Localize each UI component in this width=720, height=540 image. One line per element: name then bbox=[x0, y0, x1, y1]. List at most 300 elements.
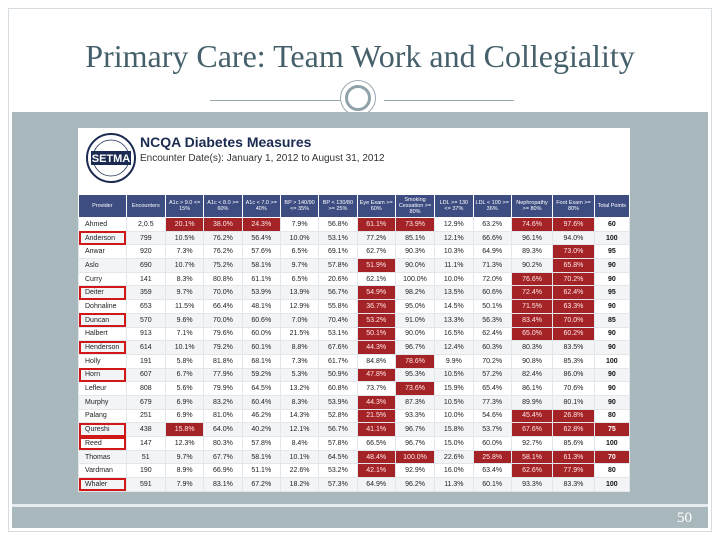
table-cell: 61.3% bbox=[553, 450, 594, 464]
provider-name: Curry bbox=[79, 272, 127, 286]
table-cell: 76.2% bbox=[204, 231, 242, 245]
table-cell: 10.1% bbox=[280, 450, 318, 464]
table-row bbox=[79, 478, 630, 492]
table-cell: 591 bbox=[126, 478, 165, 492]
table-cell: 190 bbox=[126, 464, 165, 478]
table-cell: 15.8% bbox=[435, 423, 473, 437]
table-cell: 60.1% bbox=[242, 341, 280, 355]
table-cell: 53.2% bbox=[319, 464, 357, 478]
table-row bbox=[79, 245, 630, 259]
provider-name: Palang bbox=[79, 409, 127, 423]
column-header: Encounters bbox=[126, 195, 165, 218]
table-cell: 60.4% bbox=[242, 395, 280, 409]
table-cell: 26.8% bbox=[553, 409, 594, 423]
table-cell: 77.9% bbox=[204, 368, 242, 382]
table-cell: 62.6% bbox=[511, 464, 552, 478]
table-cell: 57.6% bbox=[242, 245, 280, 259]
table-row bbox=[79, 382, 630, 396]
total-points-cell: 100 bbox=[594, 437, 629, 451]
table-cell: 18.2% bbox=[280, 478, 318, 492]
table-cell: 50.9% bbox=[319, 368, 357, 382]
footer-band bbox=[12, 504, 708, 528]
table-row bbox=[79, 395, 630, 409]
table-cell: 10.5% bbox=[165, 231, 203, 245]
ncqa-measures-table bbox=[78, 194, 630, 492]
table-cell: 62.4% bbox=[473, 327, 511, 341]
table-cell: 58.1% bbox=[242, 450, 280, 464]
column-header: A1c > 9.0 <= 15% bbox=[165, 195, 203, 218]
provider-name: Anwar bbox=[79, 245, 127, 259]
setma-logo bbox=[82, 132, 140, 184]
table-cell: 89.9% bbox=[511, 395, 552, 409]
table-cell: 7.1% bbox=[165, 327, 203, 341]
table-cell: 53.9% bbox=[319, 395, 357, 409]
table-cell: 12.4% bbox=[435, 341, 473, 355]
table-cell: 56.8% bbox=[319, 218, 357, 232]
table-cell: 96.2% bbox=[395, 478, 434, 492]
table-cell: 92.9% bbox=[395, 464, 434, 478]
column-header: Nephropathy >= 80% bbox=[511, 195, 552, 218]
table-cell: 10.5% bbox=[435, 395, 473, 409]
table-cell: 7.3% bbox=[280, 354, 318, 368]
table-cell: 36.7% bbox=[357, 300, 395, 314]
table-cell: 70.2% bbox=[553, 272, 594, 286]
table-cell: 100.0% bbox=[395, 450, 434, 464]
table-cell: 141 bbox=[126, 272, 165, 286]
total-points-cell: 90 bbox=[594, 300, 629, 314]
provider-name: Anderson bbox=[79, 231, 127, 245]
table-cell: 96.1% bbox=[511, 231, 552, 245]
table-cell: 70.2% bbox=[473, 354, 511, 368]
table-cell: 54.6% bbox=[473, 409, 511, 423]
table-cell: 93.3% bbox=[395, 409, 434, 423]
table-cell: 57.8% bbox=[319, 437, 357, 451]
table-cell: 44.3% bbox=[357, 341, 395, 355]
table-cell: 97.6% bbox=[553, 218, 594, 232]
table-cell: 67.2% bbox=[242, 478, 280, 492]
table-cell: 57.2% bbox=[473, 368, 511, 382]
table-cell: 59.2% bbox=[242, 368, 280, 382]
table-cell: 251 bbox=[126, 409, 165, 423]
table-cell: 83.3% bbox=[553, 478, 594, 492]
table-cell: 67.6% bbox=[319, 341, 357, 355]
table-cell: 57.3% bbox=[319, 478, 357, 492]
table-cell: 8.3% bbox=[280, 395, 318, 409]
table-cell: 5.8% bbox=[165, 354, 203, 368]
table-cell: 56.7% bbox=[319, 286, 357, 300]
total-points-cell: 70 bbox=[594, 450, 629, 464]
table-cell: 14.5% bbox=[435, 300, 473, 314]
table-cell: 22.6% bbox=[435, 450, 473, 464]
table-cell: 16.0% bbox=[435, 464, 473, 478]
table-cell: 83.5% bbox=[553, 341, 594, 355]
table-cell: 89.3% bbox=[511, 245, 552, 259]
table-cell: 53.1% bbox=[319, 327, 357, 341]
table-cell: 60.1% bbox=[473, 478, 511, 492]
table-cell: 10.7% bbox=[165, 259, 203, 273]
table-cell: 87.3% bbox=[395, 395, 434, 409]
table-row bbox=[79, 341, 630, 355]
table-cell: 44.3% bbox=[357, 395, 395, 409]
table-cell: 21.5% bbox=[280, 327, 318, 341]
table-cell: 11.1% bbox=[435, 259, 473, 273]
table-cell: 53.9% bbox=[242, 286, 280, 300]
table-cell: 16.5% bbox=[435, 327, 473, 341]
table-cell: 9.9% bbox=[435, 354, 473, 368]
table-cell: 2,0.5 bbox=[126, 218, 165, 232]
table-cell: 62.8% bbox=[553, 423, 594, 437]
table-cell: 69.1% bbox=[319, 245, 357, 259]
table-row bbox=[79, 437, 630, 451]
table-cell: 7.3% bbox=[165, 245, 203, 259]
table-cell: 63.3% bbox=[553, 300, 594, 314]
column-header: Eye Exam >= 60% bbox=[357, 195, 395, 218]
total-points-cell: 95 bbox=[594, 245, 629, 259]
table-cell: 9.7% bbox=[165, 286, 203, 300]
provider-name: Deiter bbox=[79, 286, 127, 300]
table-cell: 62.4% bbox=[553, 286, 594, 300]
table-cell: 86.1% bbox=[511, 382, 552, 396]
table-cell: 72.4% bbox=[511, 286, 552, 300]
provider-name: Holly bbox=[79, 354, 127, 368]
table-cell: 66.6% bbox=[473, 231, 511, 245]
table-cell: 72.0% bbox=[473, 272, 511, 286]
column-header: Total Points bbox=[594, 195, 629, 218]
table-cell: 21.5% bbox=[357, 409, 395, 423]
provider-name: Duncan bbox=[79, 313, 127, 327]
total-points-cell: 90 bbox=[594, 341, 629, 355]
column-header: LDL < 100 >= 36% bbox=[473, 195, 511, 218]
table-cell: 64.9% bbox=[473, 245, 511, 259]
table-cell: 20.6% bbox=[319, 272, 357, 286]
table-cell: 98.2% bbox=[395, 286, 434, 300]
table-cell: 7.9% bbox=[280, 218, 318, 232]
table-cell: 48.4% bbox=[357, 450, 395, 464]
table-cell: 74.6% bbox=[511, 218, 552, 232]
table-cell: 66.4% bbox=[204, 300, 242, 314]
table-row bbox=[79, 231, 630, 245]
table-cell: 60.3% bbox=[473, 341, 511, 355]
table-cell: 6.9% bbox=[165, 395, 203, 409]
table-cell: 77.3% bbox=[473, 395, 511, 409]
table-cell: 9.7% bbox=[280, 259, 318, 273]
table-cell: 83.4% bbox=[511, 313, 552, 327]
total-points-cell: 100 bbox=[594, 231, 629, 245]
table-cell: 11.3% bbox=[435, 478, 473, 492]
table-cell: 90.3% bbox=[395, 245, 434, 259]
total-points-cell: 90 bbox=[594, 368, 629, 382]
table-cell: 9.6% bbox=[165, 313, 203, 327]
table-row bbox=[79, 300, 630, 314]
total-points-cell: 85 bbox=[594, 313, 629, 327]
table-cell: 57.8% bbox=[319, 259, 357, 273]
table-cell: 438 bbox=[126, 423, 165, 437]
table-cell: 58.1% bbox=[511, 450, 552, 464]
table-cell: 70.4% bbox=[319, 313, 357, 327]
table-cell: 96.7% bbox=[395, 341, 434, 355]
table-cell: 13.5% bbox=[435, 286, 473, 300]
table-cell: 85.6% bbox=[553, 437, 594, 451]
table-cell: 22.6% bbox=[280, 464, 318, 478]
table-cell: 61.1% bbox=[242, 272, 280, 286]
title-divider-right bbox=[384, 100, 514, 101]
table-cell: 14.3% bbox=[280, 409, 318, 423]
table-cell: 5.6% bbox=[165, 382, 203, 396]
total-points-cell: 90 bbox=[594, 272, 629, 286]
column-header: LDL >= 130 <= 37% bbox=[435, 195, 473, 218]
provider-name: Henderson bbox=[79, 341, 127, 355]
table-cell: 71.5% bbox=[511, 300, 552, 314]
column-header: BP > 140/90 <= 35% bbox=[280, 195, 318, 218]
column-header: BP < 130/80 >= 25% bbox=[319, 195, 357, 218]
table-cell: 56.7% bbox=[319, 423, 357, 437]
table-cell: 96.7% bbox=[395, 437, 434, 451]
table-cell: 10.0% bbox=[280, 231, 318, 245]
table-row bbox=[79, 450, 630, 464]
ornament-inner-ring bbox=[345, 85, 371, 111]
column-header: Provider bbox=[79, 195, 127, 218]
table-row bbox=[79, 409, 630, 423]
table-cell: 95.0% bbox=[395, 300, 434, 314]
table-cell: 15.8% bbox=[165, 423, 203, 437]
table-cell: 40.2% bbox=[242, 423, 280, 437]
table-cell: 8.9% bbox=[165, 464, 203, 478]
table-cell: 7.9% bbox=[165, 478, 203, 492]
table-cell: 42.1% bbox=[357, 464, 395, 478]
provider-name: Aslo bbox=[79, 259, 127, 273]
table-cell: 73.7% bbox=[357, 382, 395, 396]
total-points-cell: 90 bbox=[594, 327, 629, 341]
table-row bbox=[79, 464, 630, 478]
table-cell: 90.0% bbox=[395, 259, 434, 273]
table-header-row bbox=[79, 195, 630, 218]
total-points-cell: 90 bbox=[594, 259, 629, 273]
provider-name: Murphy bbox=[79, 395, 127, 409]
table-row bbox=[79, 354, 630, 368]
table-cell: 79.2% bbox=[204, 341, 242, 355]
table-cell: 64.5% bbox=[242, 382, 280, 396]
table-cell: 10.0% bbox=[435, 409, 473, 423]
table-cell: 90.8% bbox=[511, 354, 552, 368]
table-cell: 56.4% bbox=[242, 231, 280, 245]
table-cell: 80.3% bbox=[204, 437, 242, 451]
logo-text: SETMA bbox=[91, 153, 131, 165]
table-cell: 80.3% bbox=[511, 341, 552, 355]
table-cell: 10.1% bbox=[165, 341, 203, 355]
table-cell: 55.8% bbox=[319, 300, 357, 314]
table-cell: 73.6% bbox=[395, 382, 434, 396]
table-cell: 61.7% bbox=[319, 354, 357, 368]
table-cell: 51.9% bbox=[357, 259, 395, 273]
slide-number: 50 bbox=[677, 510, 692, 526]
table-cell: 10.0% bbox=[435, 272, 473, 286]
table-cell: 62.1% bbox=[357, 272, 395, 286]
table-cell: 81.0% bbox=[204, 409, 242, 423]
table-cell: 61.1% bbox=[357, 218, 395, 232]
table-cell: 12.9% bbox=[435, 218, 473, 232]
table-cell: 60.6% bbox=[242, 313, 280, 327]
table-cell: 13.3% bbox=[435, 313, 473, 327]
table-cell: 90.0% bbox=[395, 327, 434, 341]
table-cell: 60.6% bbox=[473, 286, 511, 300]
table-cell: 95.3% bbox=[395, 368, 434, 382]
table-cell: 53.7% bbox=[473, 423, 511, 437]
table-cell: 57.8% bbox=[242, 437, 280, 451]
table-cell: 46.2% bbox=[242, 409, 280, 423]
total-points-cell: 100 bbox=[594, 478, 629, 492]
table-cell: 8.4% bbox=[280, 437, 318, 451]
table-cell: 41.1% bbox=[357, 423, 395, 437]
table-cell: 13.2% bbox=[280, 382, 318, 396]
report-subtitle: Encounter Date(s): January 1, 2012 to August 31, 2012 bbox=[140, 153, 385, 164]
table-cell: 54.9% bbox=[357, 286, 395, 300]
table-cell: 60.2% bbox=[553, 327, 594, 341]
table-cell: 51 bbox=[126, 450, 165, 464]
table-cell: 79.9% bbox=[204, 382, 242, 396]
table-body bbox=[79, 218, 630, 492]
table-cell: 690 bbox=[126, 259, 165, 273]
table-cell: 6.5% bbox=[280, 245, 318, 259]
table-row bbox=[79, 327, 630, 341]
table-cell: 15.0% bbox=[435, 437, 473, 451]
table-cell: 7.0% bbox=[280, 313, 318, 327]
table-cell: 48.1% bbox=[242, 300, 280, 314]
table-cell: 799 bbox=[126, 231, 165, 245]
table-cell: 6.5% bbox=[280, 272, 318, 286]
table-cell: 70.6% bbox=[553, 382, 594, 396]
table-cell: 9.7% bbox=[165, 450, 203, 464]
table-cell: 51.1% bbox=[242, 464, 280, 478]
table-row bbox=[79, 368, 630, 382]
total-points-cell: 90 bbox=[594, 395, 629, 409]
table-cell: 70.0% bbox=[204, 286, 242, 300]
table-row bbox=[79, 272, 630, 286]
table-cell: 607 bbox=[126, 368, 165, 382]
table-cell: 13.9% bbox=[280, 286, 318, 300]
table-cell: 64.0% bbox=[204, 423, 242, 437]
table-cell: 85.1% bbox=[395, 231, 434, 245]
table-cell: 45.4% bbox=[511, 409, 552, 423]
table-cell: 6.7% bbox=[165, 368, 203, 382]
table-cell: 73.9% bbox=[395, 218, 434, 232]
table-cell: 78.6% bbox=[395, 354, 434, 368]
provider-name: Qureshi bbox=[79, 423, 127, 437]
table-cell: 94.0% bbox=[553, 231, 594, 245]
table-cell: 63.2% bbox=[473, 218, 511, 232]
table-cell: 56.3% bbox=[473, 313, 511, 327]
provider-name: Halbert bbox=[79, 327, 127, 341]
column-header: Foot Exam >= 80% bbox=[553, 195, 594, 218]
table-cell: 679 bbox=[126, 395, 165, 409]
table-cell: 77.2% bbox=[357, 231, 395, 245]
table-cell: 75.2% bbox=[204, 259, 242, 273]
table-cell: 65.0% bbox=[511, 327, 552, 341]
slide-title: Primary Care: Team Work and Collegiality bbox=[85, 38, 635, 74]
table-cell: 63.4% bbox=[473, 464, 511, 478]
table-cell: 53.2% bbox=[357, 313, 395, 327]
table-cell: 653 bbox=[126, 300, 165, 314]
table-cell: 20.1% bbox=[165, 218, 203, 232]
table-cell: 93.3% bbox=[511, 478, 552, 492]
table-cell: 50.1% bbox=[357, 327, 395, 341]
table-cell: 82.4% bbox=[511, 368, 552, 382]
total-points-cell: 95 bbox=[594, 286, 629, 300]
table-cell: 15.9% bbox=[435, 382, 473, 396]
table-cell: 191 bbox=[126, 354, 165, 368]
table-cell: 8.3% bbox=[165, 272, 203, 286]
table-cell: 614 bbox=[126, 341, 165, 355]
table-cell: 73.0% bbox=[553, 245, 594, 259]
table-cell: 71.3% bbox=[473, 259, 511, 273]
table-cell: 80.1% bbox=[553, 395, 594, 409]
table-cell: 359 bbox=[126, 286, 165, 300]
table-cell: 65.8% bbox=[553, 259, 594, 273]
table-cell: 50.1% bbox=[473, 300, 511, 314]
column-header: A1c < 8.0 >= 60% bbox=[204, 195, 242, 218]
column-header: A1c < 7.0 >= 40% bbox=[242, 195, 280, 218]
total-points-cell: 100 bbox=[594, 354, 629, 368]
divider-circle-ornament bbox=[340, 80, 376, 116]
table-cell: 90.2% bbox=[511, 259, 552, 273]
table-cell: 83.1% bbox=[204, 478, 242, 492]
table-cell: 81.8% bbox=[204, 354, 242, 368]
total-points-cell: 75 bbox=[594, 423, 629, 437]
table-cell: 8.8% bbox=[280, 341, 318, 355]
table-cell: 92.7% bbox=[511, 437, 552, 451]
table-cell: 70.0% bbox=[553, 313, 594, 327]
provider-name: Reed bbox=[79, 437, 127, 451]
table-row bbox=[79, 218, 630, 232]
table-row bbox=[79, 313, 630, 327]
table-row bbox=[79, 259, 630, 273]
provider-name: Lefleur bbox=[79, 382, 127, 396]
table-cell: 60.8% bbox=[319, 382, 357, 396]
table-cell: 77.9% bbox=[553, 464, 594, 478]
table-cell: 913 bbox=[126, 327, 165, 341]
table-cell: 920 bbox=[126, 245, 165, 259]
table-cell: 100.0% bbox=[395, 272, 434, 286]
total-points-cell: 80 bbox=[594, 464, 629, 478]
table-cell: 808 bbox=[126, 382, 165, 396]
table-cell: 25.8% bbox=[473, 450, 511, 464]
provider-name: Vardman bbox=[79, 464, 127, 478]
total-points-cell: 80 bbox=[594, 409, 629, 423]
provider-name: Ahmed bbox=[79, 218, 127, 232]
table-cell: 76.6% bbox=[511, 272, 552, 286]
provider-name: Thomas bbox=[79, 450, 127, 464]
table-cell: 12.3% bbox=[165, 437, 203, 451]
table-cell: 76.2% bbox=[204, 245, 242, 259]
table-cell: 10.3% bbox=[435, 245, 473, 259]
table-cell: 64.9% bbox=[357, 478, 395, 492]
provider-name: Dohnaline bbox=[79, 300, 127, 314]
table-cell: 67.7% bbox=[204, 450, 242, 464]
table-cell: 53.1% bbox=[319, 231, 357, 245]
table-cell: 62.7% bbox=[357, 245, 395, 259]
table-cell: 65.4% bbox=[473, 382, 511, 396]
provider-name: Horn bbox=[79, 368, 127, 382]
table-cell: 6.9% bbox=[165, 409, 203, 423]
provider-name: Whaler bbox=[79, 478, 127, 492]
table-cell: 38.0% bbox=[204, 218, 242, 232]
table-cell: 96.7% bbox=[395, 423, 434, 437]
table-cell: 47.8% bbox=[357, 368, 395, 382]
table-cell: 12.9% bbox=[280, 300, 318, 314]
table-cell: 60.0% bbox=[242, 327, 280, 341]
table-cell: 10.5% bbox=[435, 368, 473, 382]
table-cell: 83.2% bbox=[204, 395, 242, 409]
table-cell: 58.1% bbox=[242, 259, 280, 273]
